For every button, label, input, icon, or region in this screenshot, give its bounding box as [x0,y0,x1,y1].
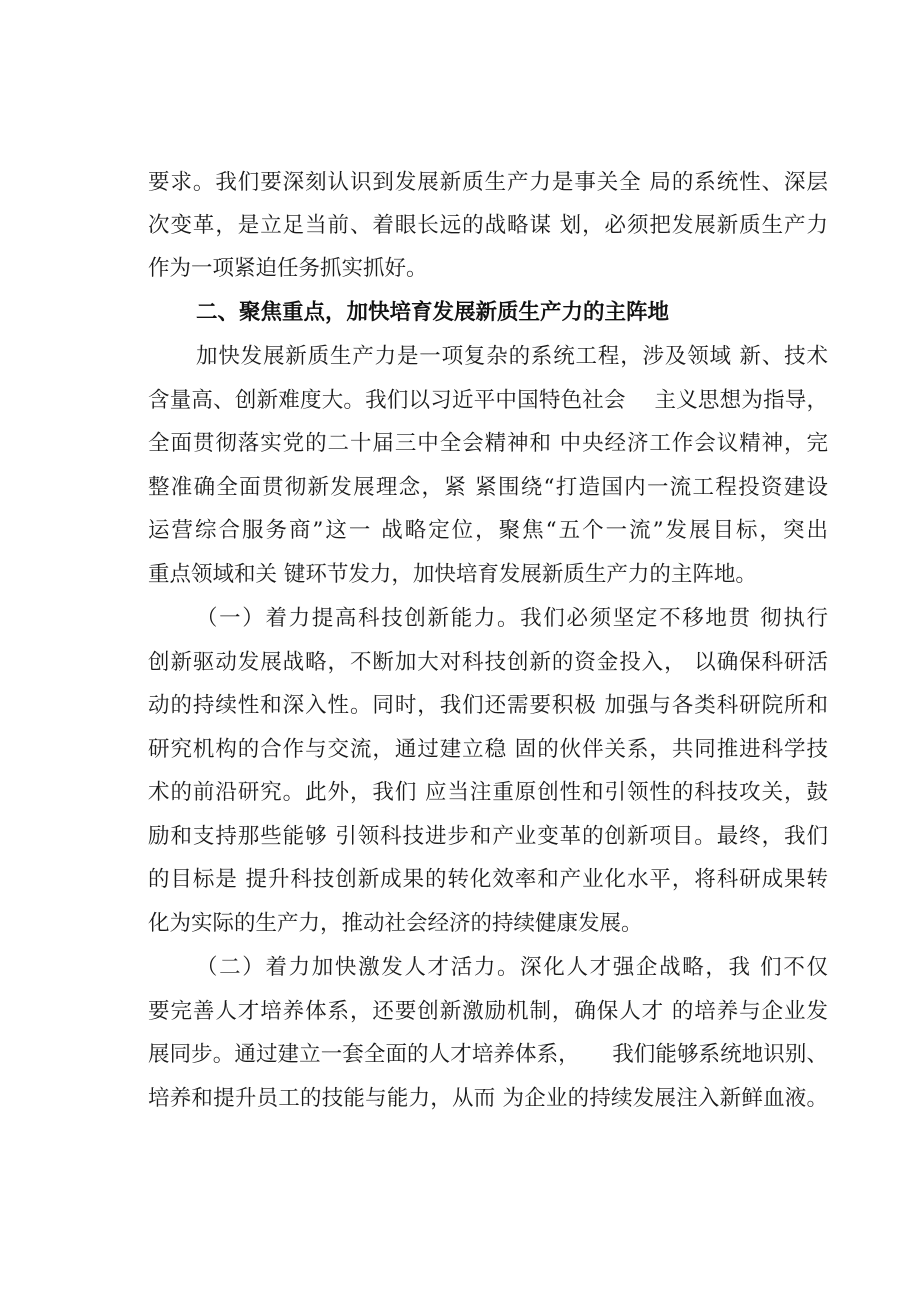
tech-line-5: 术的前沿研究。此外，我们 应当注重原创性和引领性的科技攻关，鼓 [148,780,828,805]
intro-line-1: 要求。我们要深刻认识到发展新质生产力是事关全 局的系统性、深层 [148,170,828,195]
overview-line-4: 整准确全面贯彻新发展理念，紧 紧围绕“打造国内一流工程投资建设 [148,475,828,500]
tech-line-3: 动的持续性和深入性。同时，我们还需要积极 加强与各类科研院所和 [148,693,828,718]
overview-line-3: 全面贯彻落实党的二十届三中全会精神和 中央经济工作会议精神，完 [148,431,828,456]
intro-line-3: 作为一项紧迫任务抓实抓好。 [148,256,428,281]
section-two-heading: 二、聚焦重点，加快培育发展新质生产力的主阵地 [196,300,670,325]
talent-line-2: 要完善人才培养体系，还要创新激励机制，确保人才 的培养与企业发 [148,999,828,1024]
tech-line-4: 研究机构的合作与交流，通过建立稳 固的伙伴关系，共同推进科学技 [148,737,828,762]
tech-line-8: 化为实际的生产力，推动社会经济的持续健康发展。 [148,911,643,936]
tech-line-2: 创新驱动发展战略，不断加大对科技创新的资金投入， 以确保科研活 [148,650,828,675]
talent-line-4: 培养和提升员工的技能与能力，从而 为企业的持续发展注入新鲜血液。 [148,1086,828,1111]
overview-line-1: 加快发展新质生产力是一项复杂的系统工程，涉及领域 新、技术 [196,344,828,369]
tech-line-7: 的目标是 提升科技创新成果的转化效率和产业化水平，将科研成果转 [148,867,828,892]
overview-line-6: 重点领域和关 键环节发力，加快培育发展新质生产力的主阵地。 [148,562,757,587]
tech-line-1: （一）着力提高科技创新能力。我们必须坚定不移地贯 彻执行 [196,606,828,631]
talent-line-1: （二）着力加快激发人才活力。深化人才强企战略，我 们不仅 [196,955,828,980]
overview-line-2: 含量高、创新难度大。我们以习近平中国特色社会 主义思想为指导， [148,388,828,413]
talent-line-3: 展同步。通过建立一套全面的人才培养体系， 我们能够系统地识别、 [148,1042,828,1067]
overview-line-5: 运营综合服务商”这一 战略定位，聚焦“五个一流”发展目标，突出 [148,518,828,543]
intro-line-2: 次变革，是立足当前、着眼长远的战略谋 划，必须把发展新质生产力 [148,213,828,238]
tech-line-6: 励和支持那些能够 引领科技进步和产业变革的创新项目。最终，我们 [148,824,828,849]
